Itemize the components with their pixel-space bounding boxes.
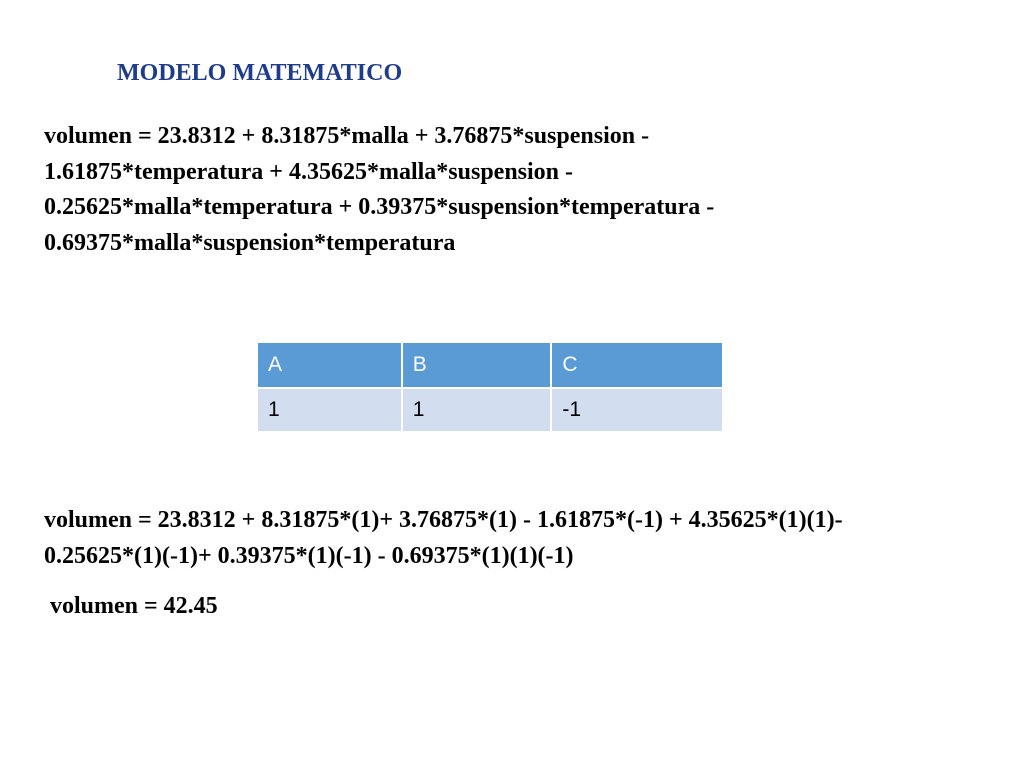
table-header-row — [258, 343, 722, 388]
slide-title: MODELO MATEMATICO — [117, 60, 403, 86]
table-cell: 1 — [402, 388, 552, 431]
table-cell: 1 — [258, 388, 402, 431]
substituted-equation-line: 0.25625*(1)(-1)+ 0.39375*(1)(-1) - 0.69375*(1)(1)(-1) — [44, 543, 574, 569]
substituted-equation-line: volumen = 23.8312 + 8.31875*(1)+ 3.76875*(1) - 1.61875*(-1) + 4.35625*(1)(1)- — [44, 507, 843, 533]
model-equation-line: 1.61875*temperatura + 4.35625*malla*suspension - — [44, 158, 574, 185]
model-equation — [44, 119, 864, 261]
factor-levels-table — [258, 343, 722, 431]
table-header-cell: B — [402, 343, 552, 388]
result-text: volumen = 42.45 — [50, 593, 218, 619]
table-header-cell: C — [551, 343, 722, 388]
model-equation-line: 0.69375*malla*suspension*temperatura — [44, 229, 456, 256]
table-row — [258, 388, 722, 431]
table-header-cell: A — [258, 343, 402, 388]
substituted-equation — [44, 502, 1004, 574]
model-equation-line: volumen = 23.8312 + 8.31875*malla + 3.76875*suspension - — [44, 123, 650, 149]
table-cell: -1 — [551, 388, 722, 431]
model-equation-line: 0.25625*malla*temperatura + 0.39375*suspension*temperatura - — [44, 194, 715, 220]
